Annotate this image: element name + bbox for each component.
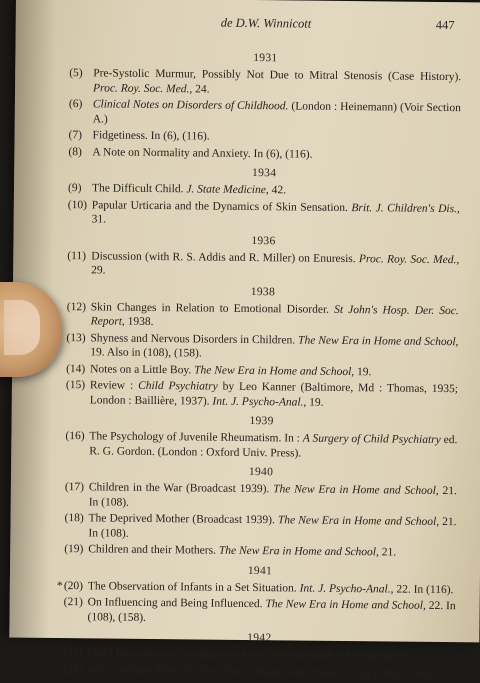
- entry-text: , 31.: [91, 202, 460, 226]
- bibliography-entry: [63, 646, 455, 665]
- entry-number: (23): [62, 663, 83, 676]
- entry-number: (10): [67, 198, 88, 211]
- entry-text: On Influencing and Being Influenced.: [87, 596, 266, 611]
- bibliography-entry: [68, 181, 460, 200]
- bibliography-entry: [66, 362, 458, 381]
- entry-italic-text: Int. J. Psycho-Anal.: [212, 395, 304, 409]
- bibliography-entry: [68, 198, 460, 231]
- entry-text: ed. R. G. Gordon. (London : Oxford Univ. Press).: [89, 434, 458, 460]
- entry-text: The Observation of Infants in a Set Situation.: [87, 579, 300, 595]
- entry-italic-text: Int. J. Psycho-Anal.: [241, 648, 333, 662]
- year-heading: 1936: [251, 234, 276, 247]
- entry-italic-text: J. State Medicine: [186, 183, 266, 197]
- entry-text: , 19.: [351, 365, 372, 378]
- year-heading: 1931: [253, 52, 278, 65]
- entry-text: Review :: [89, 379, 139, 392]
- entry-italic-text: Proc. Roy. Soc. Med.: [358, 252, 457, 266]
- entry-text: , 19.: [303, 396, 324, 409]
- year-heading: 1939: [249, 415, 274, 428]
- entry-text: , 23. In (108), (158).: [337, 666, 432, 680]
- entry-text: , 22. In (116).: [390, 582, 454, 596]
- bibliography-entry: [64, 511, 456, 544]
- entry-number: (8): [68, 145, 82, 158]
- entry-text: , 21.: [375, 546, 397, 559]
- bibliography-entry: [69, 97, 461, 130]
- entry-text: , 23. In (116).: [332, 649, 396, 663]
- entry-number: (21): [63, 596, 83, 609]
- entry-number: (14): [66, 362, 86, 375]
- entry-number: (9): [67, 182, 82, 195]
- entry-text: The Psychology of Juvenile Rheumatism. In :: [89, 430, 303, 445]
- entry-text: Fidgetiness. In (6), (116).: [92, 129, 210, 143]
- bibliography-entry: [69, 66, 461, 99]
- entry-text: , 21. In (108).: [88, 515, 457, 540]
- entry-text: (London : Heinemann) (Voir Section A.): [92, 100, 461, 126]
- entry-text: Child Department Consultations.: [87, 647, 242, 661]
- entry-text: The Difficult Child.: [91, 182, 187, 196]
- bibliography-entry: [65, 480, 457, 513]
- entry-italic-text: St John's Hosp. Der. Soc. Report: [90, 303, 459, 328]
- entry-number: (7): [68, 129, 83, 142]
- entry-number: (13): [66, 331, 86, 344]
- entry-italic-text: A Surgery of Child Psychiatry: [302, 432, 441, 447]
- entry-italic-text: Proc. Roy. Soc. Med.: [93, 81, 190, 95]
- year-heading: 1934: [252, 167, 277, 180]
- entry-italic-text: The New Era in Home and School: [218, 544, 377, 559]
- entry-number: (17): [64, 481, 85, 494]
- entry-text: Shyness and Nervous Disorders in Children.: [90, 331, 299, 347]
- entry-text: Children and their Mothers.: [88, 543, 219, 557]
- bibliography-entry: [64, 542, 456, 561]
- entry-text: , 21. In (108).: [88, 484, 457, 509]
- entry-italic-text: Clinical Notes on Disorders of Childhood.: [92, 98, 289, 113]
- running-head: de D.W. Winnicott: [220, 15, 312, 31]
- bibliography-entry: [67, 300, 459, 333]
- entry-italic-text: Child Psychiatry: [138, 379, 218, 393]
- entry-text: The Deprived Mother (Broadcast 1939).: [88, 512, 278, 527]
- bibliography-entry: [63, 663, 455, 682]
- entry-number: (22): [63, 647, 83, 660]
- page-number: 447: [435, 17, 455, 33]
- entry-text: Papular Urticaria and the Dynamics of Skin Sensation.: [91, 198, 352, 214]
- entry-text: Skin Changes in Relation to Emotional Disorder.: [90, 300, 335, 316]
- thumbnail: [4, 300, 40, 355]
- bibliography-entry: [67, 249, 459, 282]
- entry-text: Pre-Systolic Murmur, Possibly Not Due to Mitral Stenosis (Case History).: [93, 67, 462, 84]
- bibliography-entry: [63, 595, 455, 628]
- entry-italic-text: The New Era in Home and School: [194, 363, 352, 378]
- year-heading: 1942: [247, 631, 272, 645]
- entry-italic-text: The New Era in Home and School: [265, 598, 424, 612]
- year-heading: 1938: [250, 285, 276, 298]
- entry-number: (18): [64, 512, 84, 525]
- entry-text: , 1938.: [121, 315, 154, 328]
- bibliography-list: [56, 44, 462, 683]
- entry-number: (16): [65, 430, 85, 443]
- entry-text: Notes on a Little Boy.: [90, 362, 195, 376]
- entry-number: (19): [64, 543, 84, 556]
- bibliography-entry: [68, 145, 460, 164]
- entry-number: (11): [67, 249, 87, 262]
- bibliography-entry: [56, 579, 456, 598]
- entry-text: A Note on Normality and Anxiety. In (6), (116).: [92, 145, 313, 161]
- entry-text: , 42.: [265, 184, 287, 197]
- bibliography-entry: [65, 429, 457, 462]
- entry-text: by Leo Kanner (Baltimore, Md : Thomas, 1935; London : Baillière, 1937).: [89, 380, 459, 408]
- entry-italic-text: The New Era in Home and School: [298, 334, 456, 348]
- bibliography-entry: [66, 378, 458, 411]
- year-heading: 1940: [248, 466, 274, 479]
- entry-italic-text: The New Era in Home and School: [273, 483, 436, 497]
- bibliography-entry: [68, 128, 460, 147]
- bibliography-entry: [66, 331, 458, 364]
- entry-italic-text: Int. J. Psycho-Anal.: [299, 582, 391, 595]
- entry-number: (12): [66, 300, 87, 313]
- entry-text: , 19. Also in (108), (158).: [90, 335, 459, 360]
- entry-italic-text: The New Era in Home and School: [277, 514, 437, 528]
- entry-number: (15): [65, 379, 86, 392]
- asterisk-mark: *: [56, 579, 63, 592]
- year-heading: 1941: [247, 564, 273, 577]
- book-page: [9, 0, 480, 680]
- entry-number: (20): [63, 579, 84, 592]
- entry-text: , 29.: [91, 253, 460, 277]
- entry-italic-text: The New Era in Home and School: [180, 664, 338, 679]
- entry-text: , 24.: [189, 82, 210, 96]
- entry-number: (5): [69, 67, 83, 80]
- entry-text: Discussion (with R. S. Addis and R. Miller) on Enuresis.: [91, 249, 360, 265]
- entry-text: , 22. In (108), (158).: [87, 599, 456, 624]
- entry-number: (6): [68, 98, 83, 111]
- entry-italic-text: Brit. J. Children's Dis.: [351, 201, 458, 215]
- entry-text: Children in the War (Broadcast 1939).: [88, 481, 274, 496]
- entry-text: Why Children Play.: [86, 663, 181, 677]
